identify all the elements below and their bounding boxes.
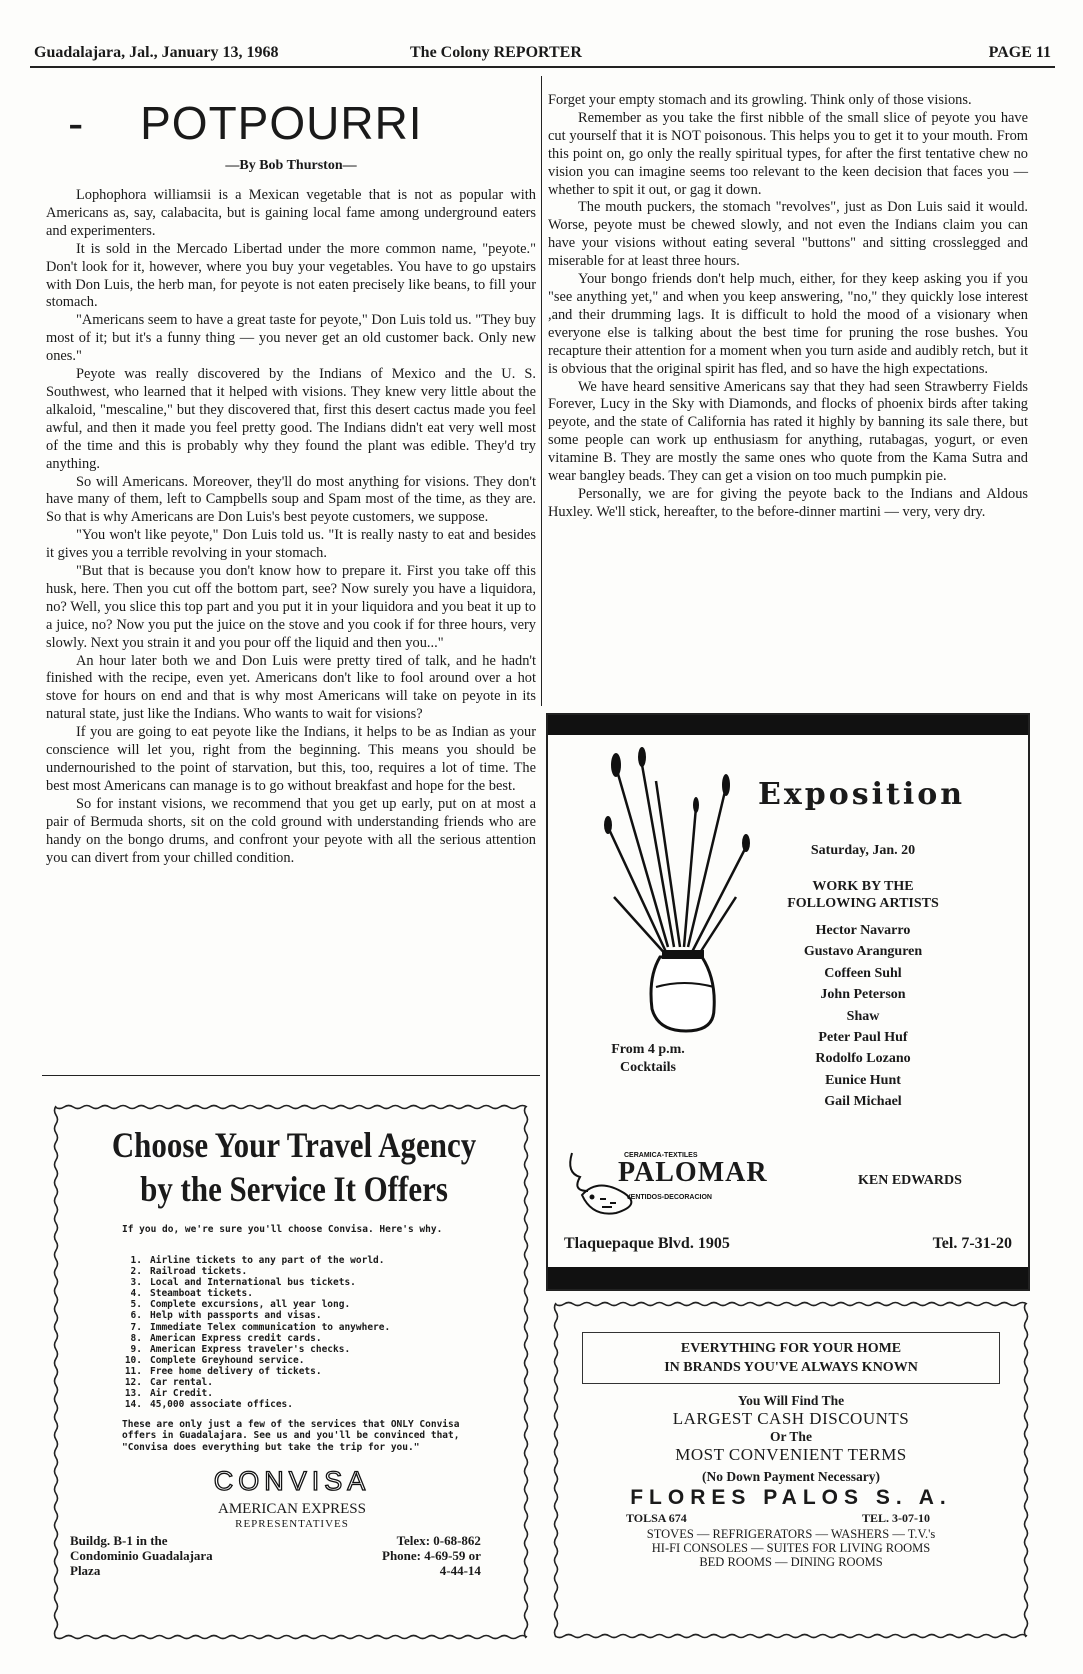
or-the: Or The	[770, 1429, 812, 1444]
convisa-logo-text: CONVISA	[213, 1466, 371, 1496]
street-tel-row	[562, 1511, 1020, 1527]
artist-list	[748, 920, 978, 1113]
artist-name: Gustavo Aranguren	[803, 944, 923, 960]
paragraph: So for instant visions, we recommend that you get up early, put on at most a pair of Bermuda shorts, sit on the cold ground with understanding friends who are handy on the bongo drums, and confront your peyote with all the serious attention you can divert from your chilled condition.	[46, 795, 536, 866]
travel-outro: These are only just a few of the services that ONLY Convisa offers in Guadalajara. See us and you'll be convinced that, "Convisa does everything but take the trip for you."	[122, 1419, 460, 1453]
services-list	[122, 1255, 462, 1410]
travel-intro: If you do, we're sure you'll choose Convisa. Here's why.	[122, 1224, 443, 1235]
exposition-host: KEN EDWARDS	[858, 1173, 962, 1188]
exposition-date: Saturday, Jan. 20	[810, 843, 916, 858]
travel-address	[70, 1533, 213, 1578]
list-item: 7. Immediate Telex communication to anywhere.	[130, 1321, 391, 1333]
products-line: STOVES — REFRIGERATORS — WASHERS — T.V.'s	[646, 1527, 936, 1541]
list-item: 10. Complete Greyhound service.	[124, 1354, 305, 1366]
exposition-tel: Tel. 7-31-20	[932, 1235, 1012, 1252]
list-item: 14. 45,000 associate offices.	[124, 1399, 293, 1411]
time-line: From 4 p.m.	[611, 1042, 685, 1057]
paragraph: Forget your empty stomach and its growling. Think only of those visions.	[548, 92, 972, 108]
title-dash: -	[68, 97, 85, 149]
exposition-ad	[546, 713, 1030, 1291]
amex-representatives: REPRESENTATIVES	[235, 1518, 349, 1530]
list-item: 12. Car rental.	[124, 1377, 213, 1389]
address-line: Buildg. B-1 in the	[70, 1533, 168, 1548]
telex: Telex: 0-68-862	[396, 1533, 481, 1548]
artist-name: Shaw	[846, 1008, 880, 1024]
artists-heading-line: WORK BY THE	[812, 879, 914, 894]
address-line: Condominio Guadalajara	[70, 1548, 213, 1563]
byline: —By Bob Thurston—	[225, 158, 357, 173]
list-item: 5. Complete excursions, all year long.	[130, 1299, 351, 1311]
paragraph: We have heard sensitive Americans say that they had seen Strawberry Fields Forever, Lucy in the Sky with Diamonds, and flocks of phoenix birds after taking peyote, and the state of California has rated it highly by banning its sale there, but some people can work up enthusiasm for anything, rutabagas, yogurt, or even vitamine B. They are mostly the same ones who quote from the Kama Sutra and wear bangley beads. They can get a vision on too much pumpkin pie.	[548, 378, 1028, 485]
list-item: 4. Steamboat tickets.	[130, 1288, 253, 1300]
paragraph: Lophophora williamsii is a Mexican vegetable that is not as popular with Americans as, say, calabacita, but is gaining local fame among underground eaters and experimenters.	[46, 187, 536, 239]
paragraph: Peyote was really discovered by the Indians of Mexico and the U. S. Southwest, who learned that it helped with visions. They knew very little about the alkaloid, "mescaline," but they discovered that, first this desert cactus made you feel awful, and then it made you feel pretty good. The Indians didn't eat very well most of the time and this is probably why they found the plant was edible. They'd try anything.	[46, 366, 536, 472]
box-line: EVERYTHING FOR YOUR HOME	[680, 1341, 902, 1356]
ad-band-bottom	[548, 1267, 1028, 1289]
column-rule	[541, 76, 542, 706]
artist-name: Hector Navarro	[815, 923, 911, 938]
convisa-logo-icon	[172, 1463, 412, 1499]
artist-name: Eunice Hunt	[825, 1072, 901, 1088]
dateline: Guadalajara, Jal., January 13, 1968	[34, 44, 279, 61]
box-line: IN BRANDS YOU'VE ALWAYS KNOWN	[664, 1360, 918, 1375]
paragraph: Remember as you take the first nibble of the small slice of peyote you have cut yourself that it is NOT poisonous. This helps you to get it to your mouth. From this point on, go only the really spiritual types, for after the first tentative chew no vision you can imagine seems too relevant to the keen decision that faces you — whether to spit it out, or gag it down.	[548, 109, 1028, 198]
time-line: Cocktails	[620, 1060, 676, 1075]
products-line: HI-FI CONSOLES — SUITES FOR LIVING ROOMS	[651, 1541, 931, 1555]
company-name: FLORES PALOS S. A.	[630, 1486, 952, 1509]
paragraph: Personally, we are for giving the peyote back to the Indians and Aldous Huxley. We'll stick, hereafter, to the before-dinner martini — very, very dry.	[548, 485, 1028, 520]
list-item: 13. Air Credit.	[124, 1388, 213, 1400]
masthead	[30, 40, 1055, 68]
artists-heading-line: FOLLOWING ARTISTS	[787, 896, 939, 911]
list-item: 9. American Express traveler's checks.	[130, 1343, 351, 1355]
largest-discounts: LARGEST CASH DISCOUNTS	[672, 1409, 910, 1428]
list-item: 8. American Express credit cards.	[130, 1332, 322, 1344]
artist-name: Peter Paul Huf	[818, 1030, 908, 1046]
paragraph: An hour later both we and Don Luis were pretty tired of talk, and he hadn't finished with the recipe, even yet. Americans don't like to fool around over a hot stove for hours on end and that is why most Americans will take on peyote in its natural state, just like the Indians. Who wants to wait for visions?	[46, 652, 536, 723]
artist-name: Rodolfo Lozano	[815, 1051, 911, 1067]
street: TOLSA 674	[626, 1511, 687, 1525]
flores-headline-box	[582, 1332, 1000, 1384]
paragraph: "You won't like peyote," Don Luis told us. "It is really nasty to eat and besides it gives you a terrible revolving in your stomach.	[46, 527, 536, 562]
headline-line: by the Service It Offers	[140, 1169, 448, 1209]
paragraph: If you are going to eat peyote like the Indians, it helps to be as Indian as your conscience will let you, right from the beginning. This means you should be undernourished to the point of starvation, but this, too, requires a lot of time. The best most Americans can manage is to go without breakfast and hope for the best.	[46, 724, 536, 794]
list-item: 3. Local and International bus tickets.	[130, 1277, 356, 1289]
palomar-logo-name: PALOMAR	[618, 1157, 768, 1188]
phone: Phone: 4-69-59 or	[382, 1548, 481, 1563]
list-item: 2. Railroad tickets.	[130, 1266, 248, 1278]
paragraph: It is sold in the Mercado Libertad under the more common name, "peyote." Don't look for it, however, where you buy your vegetables. You have to go upstairs with Don Luis, the herb man, for peyote is not eaten precisely like beans, to fill your stomach.	[46, 240, 536, 311]
paintbrush-vase-icon	[596, 747, 756, 1037]
flores-body	[562, 1392, 1020, 1569]
section-rule	[42, 1075, 540, 1076]
title-text: POTPOURRI	[140, 97, 423, 149]
travel-headline	[98, 1123, 490, 1211]
headline-line: Choose Your Travel Agency	[111, 1125, 477, 1165]
paragraph: The mouth puckers, the stomach "revolves", just as Don Luis said it would. Worse, peyote must be chewed slowly, and not even the Indians claim you can have your visions without eating several "buttons" and sitting crosslegged and miserable for at least three hours.	[548, 199, 1028, 270]
no-down-payment: (No Down Payment Necessary)	[701, 1469, 881, 1484]
address-line: Plaza	[70, 1563, 101, 1578]
article-title	[68, 96, 488, 150]
artist-name: Gail Michael	[824, 1094, 902, 1110]
phone-alt: 4-44-14	[439, 1563, 481, 1578]
find-line: You Will Find The	[737, 1393, 845, 1408]
article-column-left	[46, 187, 536, 867]
artists-heading	[748, 878, 978, 912]
products-line: BED ROOMS — DINING ROOMS	[699, 1555, 883, 1569]
paragraph: "But that is because you don't know how to prepare it. First you take off this husk, here. Then you cut off the bottom part, see? Now surely you have a liquidora, no? Well, you slice this top part and you put it in your liquidora and you beat it up to a juice, no? Now you put the juice on the stove and you cook if for three hours, very slowly. Next you strain it and you pour off the liquid and then you..."	[46, 563, 536, 651]
logo-bottom-text: VENTIDOS-DECORACION	[626, 1194, 712, 1201]
page-number: PAGE 11	[988, 44, 1051, 61]
exposition-address: Tlaquepaque Blvd. 1905	[564, 1235, 730, 1252]
travel-contact	[382, 1533, 481, 1578]
flores-palos-ad	[552, 1300, 1030, 1640]
paragraph: So will Americans. Moreover, they'll do most anything for visions. They don't have many of them, left to Campbells soup and Spam most of the time, as they are. So that is why Americans are Don Luis's best peyote customers, we suppose.	[46, 473, 536, 526]
telephone: TEL. 3-07-10	[862, 1511, 931, 1525]
artist-name: John Peterson	[820, 987, 906, 1003]
list-item: 6. Help with passports and visas.	[130, 1310, 322, 1322]
convenient-terms: MOST CONVENIENT TERMS	[675, 1445, 907, 1464]
travel-agency-ad	[52, 1103, 530, 1641]
exposition-title: Exposition	[758, 777, 966, 812]
ad-band-top	[548, 715, 1028, 735]
exposition-time	[578, 1041, 718, 1077]
list-item: 11. Free home delivery of tickets.	[124, 1365, 322, 1377]
paper-name: The Colony REPORTER	[410, 44, 582, 61]
artist-name: Coffeen Suhl	[824, 965, 902, 981]
paragraph: "Americans seem to have a great taste for peyote," Don Luis told us. "They buy most of it; but it's a funny thing — you never get an old customer back. Only new ones."	[46, 312, 536, 365]
logo-top-text: CERAMICA-TEXTILES	[624, 1152, 698, 1159]
list-item: 1. Airline tickets to any part of the world.	[130, 1255, 385, 1266]
article-column-right	[548, 92, 1028, 522]
american-express: AMERICAN EXPRESS	[218, 1501, 366, 1517]
paragraph: Your bongo friends don't help much, either, for they keep asking you if you "see anything yet," and when you keep answering, "no," they quickly lose interest ,and their drumming lags. It is difficult to hold the mood of a visionary when everyone else is talking about the best time for pruning the rose bushes. You recapture their attention for a moment when you turn aside and audibly retch, but it is obvious that the original spirit has fled, and so have the high expectations.	[548, 271, 1028, 377]
